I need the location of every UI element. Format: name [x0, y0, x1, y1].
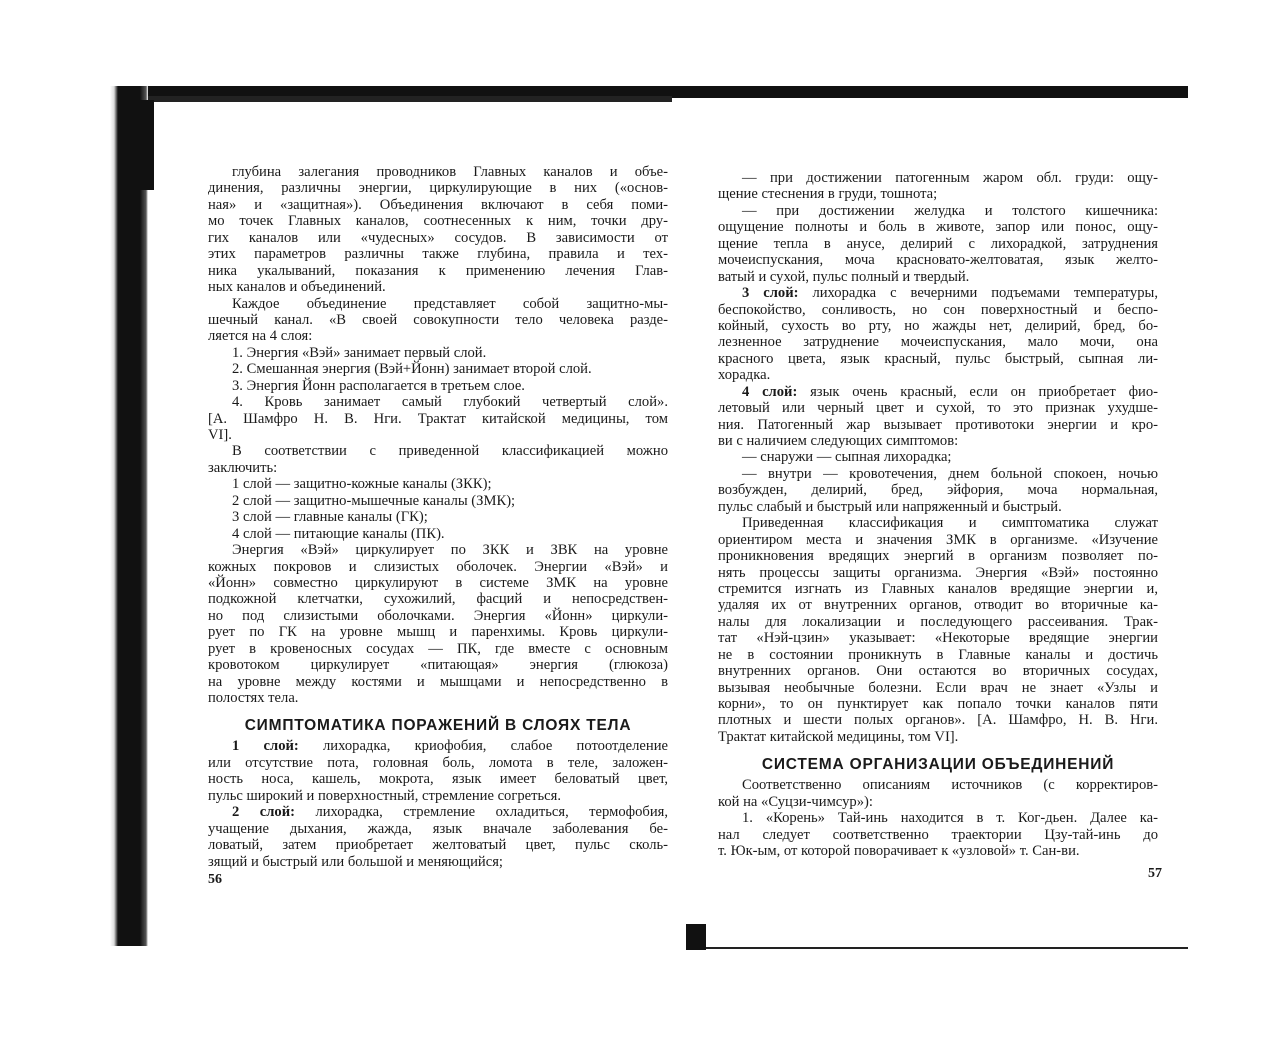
right-page-text: [718, 170, 1158, 860]
line-text: лихорадка, криофобия, слабое потоотделение: [298, 738, 668, 755]
text-line: полостях тела.: [208, 690, 299, 706]
text-line: но под слизистыми оболочками. Энергия «Йонн» циркули-: [208, 607, 668, 624]
list-item: [208, 345, 668, 361]
text-line: мочеиспускания, моча красновато-желтоватая, язык желто-: [718, 252, 1158, 269]
text-line: 1. «Корень» Тай-инь находится в т. Ког-дьен. Далее ка-: [742, 810, 1158, 827]
line-text: лихорадка, стремление охладиться, термофобия,: [295, 804, 668, 821]
scan-edge-bottom: [690, 947, 1188, 949]
paragraph: [718, 777, 1158, 810]
line-text: лихорадка с вечерними подъемами температуры,: [798, 285, 1158, 302]
text-line: 3. Энергия Йонн располагается в третьем слое.: [232, 377, 525, 394]
text-line: В соответствии с приведенной классификацией можно: [232, 443, 668, 460]
text-line: возбужден, делирий, бред, эйфория, моча нормальная,: [718, 482, 1158, 499]
text-line: ватый и сухой, пульс полный и твердый.: [718, 268, 970, 285]
paragraph: [718, 170, 1158, 203]
text-line: ника укалываний, показания к применению лечения Глав-: [208, 262, 668, 279]
text-line: заключить:: [208, 459, 278, 476]
page-number-right: 57: [1148, 866, 1162, 881]
paragraph: [208, 542, 668, 706]
paragraph: [718, 203, 1158, 285]
layer-label: 2 слой:: [232, 804, 295, 821]
left-page-text: [208, 164, 668, 870]
page-number-left: 56: [208, 872, 222, 887]
text-line: зящий и быстрый или большой и меняющийся;: [208, 853, 503, 870]
text-line: — при достижении патогенным жаром обл. груди: ощу-: [742, 170, 1158, 186]
list-item: [208, 493, 668, 509]
text-line: учащение дыхания, жажда, язык вначале заболевания бе-: [208, 820, 668, 837]
scan-edge-left-shadow: [130, 100, 154, 190]
text-line: стремится изгнать из Главных каналов вредящие энергии и,: [718, 580, 1158, 597]
text-line: красного цвета, язык красный, пульс быстрый, сыпная ли-: [718, 350, 1158, 367]
paragraph: [208, 738, 668, 804]
text-line: щение стеснения в груди, тошнота;: [718, 186, 938, 203]
text-line: [718, 384, 1158, 400]
text-line: мо точек Главных каналов, соотнесенных к ним, точки дру-: [208, 213, 668, 230]
scan-edge-top-shadow: [112, 96, 672, 102]
text-line: Соответственно описаниям источников (с корректиров-: [742, 777, 1158, 794]
text-line: ляется на 4 слоя:: [208, 328, 313, 345]
text-line: нал следует соответственно траектории Цзу-тай-инь до: [718, 826, 1158, 843]
paragraph: [208, 394, 668, 443]
paragraph: [208, 443, 668, 476]
text-line: ви с наличием следующих симптомов:: [718, 433, 959, 449]
paragraph: [208, 296, 668, 345]
text-line: налы для локализации и последующего рассеивания. Трак-: [718, 613, 1158, 630]
text-line: лезненное затруднение мочеиспускания, мало мочи, она: [718, 334, 1158, 351]
text-line: — при достижении желудка и толстого кишечника:: [742, 202, 1158, 219]
text-line: 3 слой — главные каналы (ГК);: [232, 509, 428, 526]
section-heading: СИМПТОМАТИКА ПОРАЖЕНИЙ В СЛОЯХ ТЕЛА: [244, 717, 632, 735]
paragraph: [718, 285, 1158, 384]
section-heading: СИСТЕМА ОРГАНИЗАЦИИ ОБЪЕДИНЕНИЙ: [761, 756, 1115, 774]
paragraph: [718, 810, 1158, 859]
gutter-shadow: [686, 924, 706, 950]
text-line: подкожной клетчатки, сухожилий, фасций и непосредствен-: [208, 591, 668, 608]
text-line: ность носа, кашель, мокрота, язык имеет беловатый цвет,: [208, 771, 668, 788]
text-line: 4 слой — питающие каналы (ПК).: [232, 525, 445, 542]
text-line: [208, 738, 668, 754]
text-line: 2 слой — защитно-мышечные каналы (ЗМК);: [232, 492, 516, 509]
text-line: тат «Нэй-цзин» указывает: «Некоторые вредящие энергии: [718, 630, 1158, 647]
text-line: т. Юк-ым, от которой поворачивает к «узловой» т. Сан-ви.: [718, 843, 1080, 860]
text-line: летовый или черный цвет и сухой, то это признак ухудше-: [718, 400, 1158, 417]
text-line: Энергия «Вэй» циркулирует по ЗКК и ЗВК на уровне: [232, 542, 668, 559]
list-item: [208, 378, 668, 394]
text-line: — внутри — кровотечения, днем больной спокоен, ночью: [742, 465, 1158, 482]
paragraph: [718, 466, 1158, 515]
text-line: на уровне между костями и мышцами и непосредственно в: [208, 673, 668, 690]
text-line: хорадка.: [718, 367, 771, 384]
text-line: кожных покровов и слизистых оболочек. Энергии «Вэй» и: [208, 558, 668, 575]
paragraph: [718, 515, 1158, 745]
text-line: 1 слой — защитно-кожные каналы (ЗКК);: [232, 476, 492, 493]
text-line: пульс широкий и поверхностный, стремление согреться.: [208, 787, 561, 804]
text-line: внутренних органов. Они остаются во вторичных сосудах,: [718, 663, 1158, 680]
text-line: VI].: [208, 427, 232, 443]
text-line: [208, 804, 668, 820]
text-line: 1. Энергия «Вэй» занимает первый слой.: [232, 344, 487, 361]
layer-label: 3 слой:: [742, 285, 799, 302]
layer-label: 1 слой:: [232, 738, 299, 755]
text-line: кровотоком циркулирует «питающая» энергия (глюкоза): [208, 657, 668, 674]
text-line: Приведенная классификация и симптоматика служат: [742, 515, 1158, 532]
paragraph: [208, 804, 668, 870]
text-line: динения, различны энергии, циркулирующие в них («основ-: [208, 180, 668, 197]
text-line: койный, сухость во рту, но жажды нет, делирий, бред, бо-: [718, 317, 1158, 334]
text-line: пульс слабый и быстрый или напряженный и быстрый.: [718, 498, 1062, 515]
paragraph: [208, 164, 668, 296]
text-line: удаляя их от внутренних органов, отводит во вторичные ка-: [718, 597, 1158, 614]
list-item: [208, 476, 668, 492]
text-line: корни», то он пунктирует как попало точки каналов пяти: [718, 696, 1158, 712]
text-line: ориентиром места и значения ЗМК в организме. «Изучение: [718, 531, 1158, 548]
text-line: рует по ГК на уровне мышц и паренхимы. Кровь циркули-: [208, 624, 668, 641]
text-line: Каждое объединение представляет собой защитно-мы-: [232, 295, 668, 312]
text-line: ния. Патогенный жар вызывает противотоки энергии и кро-: [718, 416, 1158, 433]
layer-label: 4 слой:: [742, 383, 798, 400]
text-line: ная» и «защитная»). Объединения включают в себя поми-: [208, 196, 668, 213]
text-line: гих каналов или «чудесных» сосудов. В зависимости от: [208, 229, 668, 246]
text-line: вызывая необычные болезни. Если врач не знает «Узлы и: [718, 679, 1158, 696]
text-line: щение тепла в анусе, делирий с лихорадкой, затруднения: [718, 235, 1158, 252]
text-line: ощущение полноты и боль в животе, запор или понос, ощу-: [718, 219, 1158, 236]
text-line: Трактат китайской медицины, том VI].: [718, 728, 959, 745]
text-line: ных каналов и объединений.: [208, 279, 386, 296]
list-item: [208, 509, 668, 525]
text-line: беспокойство, сонливость, но сон поверхностный и беспо-: [718, 301, 1158, 318]
text-line: — снаружи — сыпная лихорадка;: [742, 449, 952, 466]
text-line: проникновения вредящих энергий в организм позволяет по-: [718, 548, 1158, 565]
text-line: 2. Смешанная энергия (Вэй+Йонн) занимает второй слой.: [232, 361, 592, 378]
text-line: или отсутствие пота, головная боль, ломота в теле, заложен-: [208, 754, 668, 771]
text-line: ловатый, затем приобретает желтоватый цвет, пульс сколь-: [208, 837, 668, 854]
text-line: шечный канал. «В своей совокупности тело человека разде-: [208, 311, 668, 328]
text-line: кой на «Суцзи-чимсур»):: [718, 793, 873, 810]
text-line: «Йонн» совместно циркулируют в системе ЗМК на уровне: [208, 574, 668, 591]
paragraph: [718, 384, 1158, 450]
text-line: [А. Шамфро Н. В. Нги. Трактат китайской медицины, том: [208, 410, 668, 427]
text-line: плотных и шести полых органов». [А. Шамфро, Н. В. Нги.: [718, 712, 1158, 729]
scan-edge-left: [110, 86, 148, 946]
text-line: [718, 285, 1158, 301]
list-item: [208, 526, 668, 542]
text-line: рует в кровеносных сосудах — ПК, где вместе с основным: [208, 640, 668, 657]
text-line: глубина залегания проводников Главных каналов и объе-: [232, 164, 668, 180]
text-line: 4. Кровь занимает самый глубокий четвертый слой».: [232, 394, 668, 411]
paragraph: [718, 449, 1158, 465]
text-line: не в состоянии проникнуть в Главные каналы и достичь: [718, 646, 1158, 663]
list-item: [208, 361, 668, 377]
line-text: язык очень красный, если он приобретает фио-: [797, 383, 1158, 400]
text-line: нять процессы защиты организма. Энергия «Вэй» постоянно: [718, 564, 1158, 581]
text-line: этих параметров различны также глубина, правила и тех-: [208, 246, 668, 263]
